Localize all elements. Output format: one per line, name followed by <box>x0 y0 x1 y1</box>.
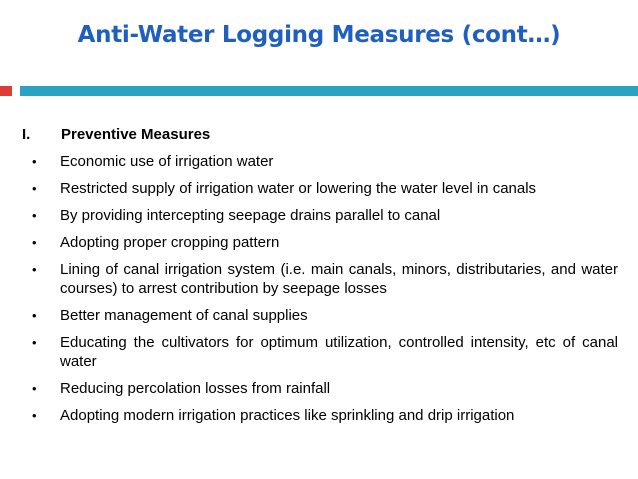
section-number: I. <box>22 126 31 143</box>
bullet-icon: • <box>32 235 37 250</box>
section-heading <box>22 126 210 143</box>
section-heading-text: Preventive Measures <box>61 126 211 143</box>
list-item-text: Adopting modern irrigation practices like sprinkling and drip irrigation <box>60 407 515 424</box>
list-item-text: By providing intercepting seepage drains parallel to canal <box>60 207 441 224</box>
list-item-text: Educating the cultivators for optimum utilization, controlled intensity, etc of canal water <box>60 334 618 370</box>
list-item <box>0 152 638 171</box>
bullet-icon: • <box>32 335 37 350</box>
list-item <box>0 333 638 371</box>
list-item-text: Reducing percolation losses from rainfall <box>60 380 331 397</box>
bullet-icon: • <box>32 154 37 169</box>
list-item <box>0 306 638 325</box>
bullet-icon: • <box>32 262 37 277</box>
title-underline-accent-red <box>0 86 12 96</box>
list-item-text: Lining of canal irrigation system (i.e. main canals, minors, distributaries, and water courses) to arrest contribution by seepage losses <box>60 261 618 297</box>
bullet-icon: • <box>32 408 37 423</box>
list-item-text: Economic use of irrigation water <box>60 153 274 170</box>
list-item <box>0 406 638 425</box>
list-item-text: Restricted supply of irrigation water or lowering the water level in canals <box>60 180 537 197</box>
list-item <box>0 233 638 252</box>
title-underline-bar <box>20 86 638 96</box>
measures-list <box>0 152 638 433</box>
list-item <box>0 260 638 298</box>
list-item <box>0 379 638 398</box>
list-item-text: Adopting proper cropping pattern <box>60 234 280 251</box>
list-item <box>0 206 638 225</box>
slide-title: Anti-Water Logging Measures (cont…) <box>77 22 561 48</box>
bullet-icon: • <box>32 208 37 223</box>
bullet-icon: • <box>32 308 37 323</box>
bullet-icon: • <box>32 181 37 196</box>
bullet-icon: • <box>32 381 37 396</box>
list-item-text: Better management of canal supplies <box>60 307 308 324</box>
list-item <box>0 179 638 198</box>
